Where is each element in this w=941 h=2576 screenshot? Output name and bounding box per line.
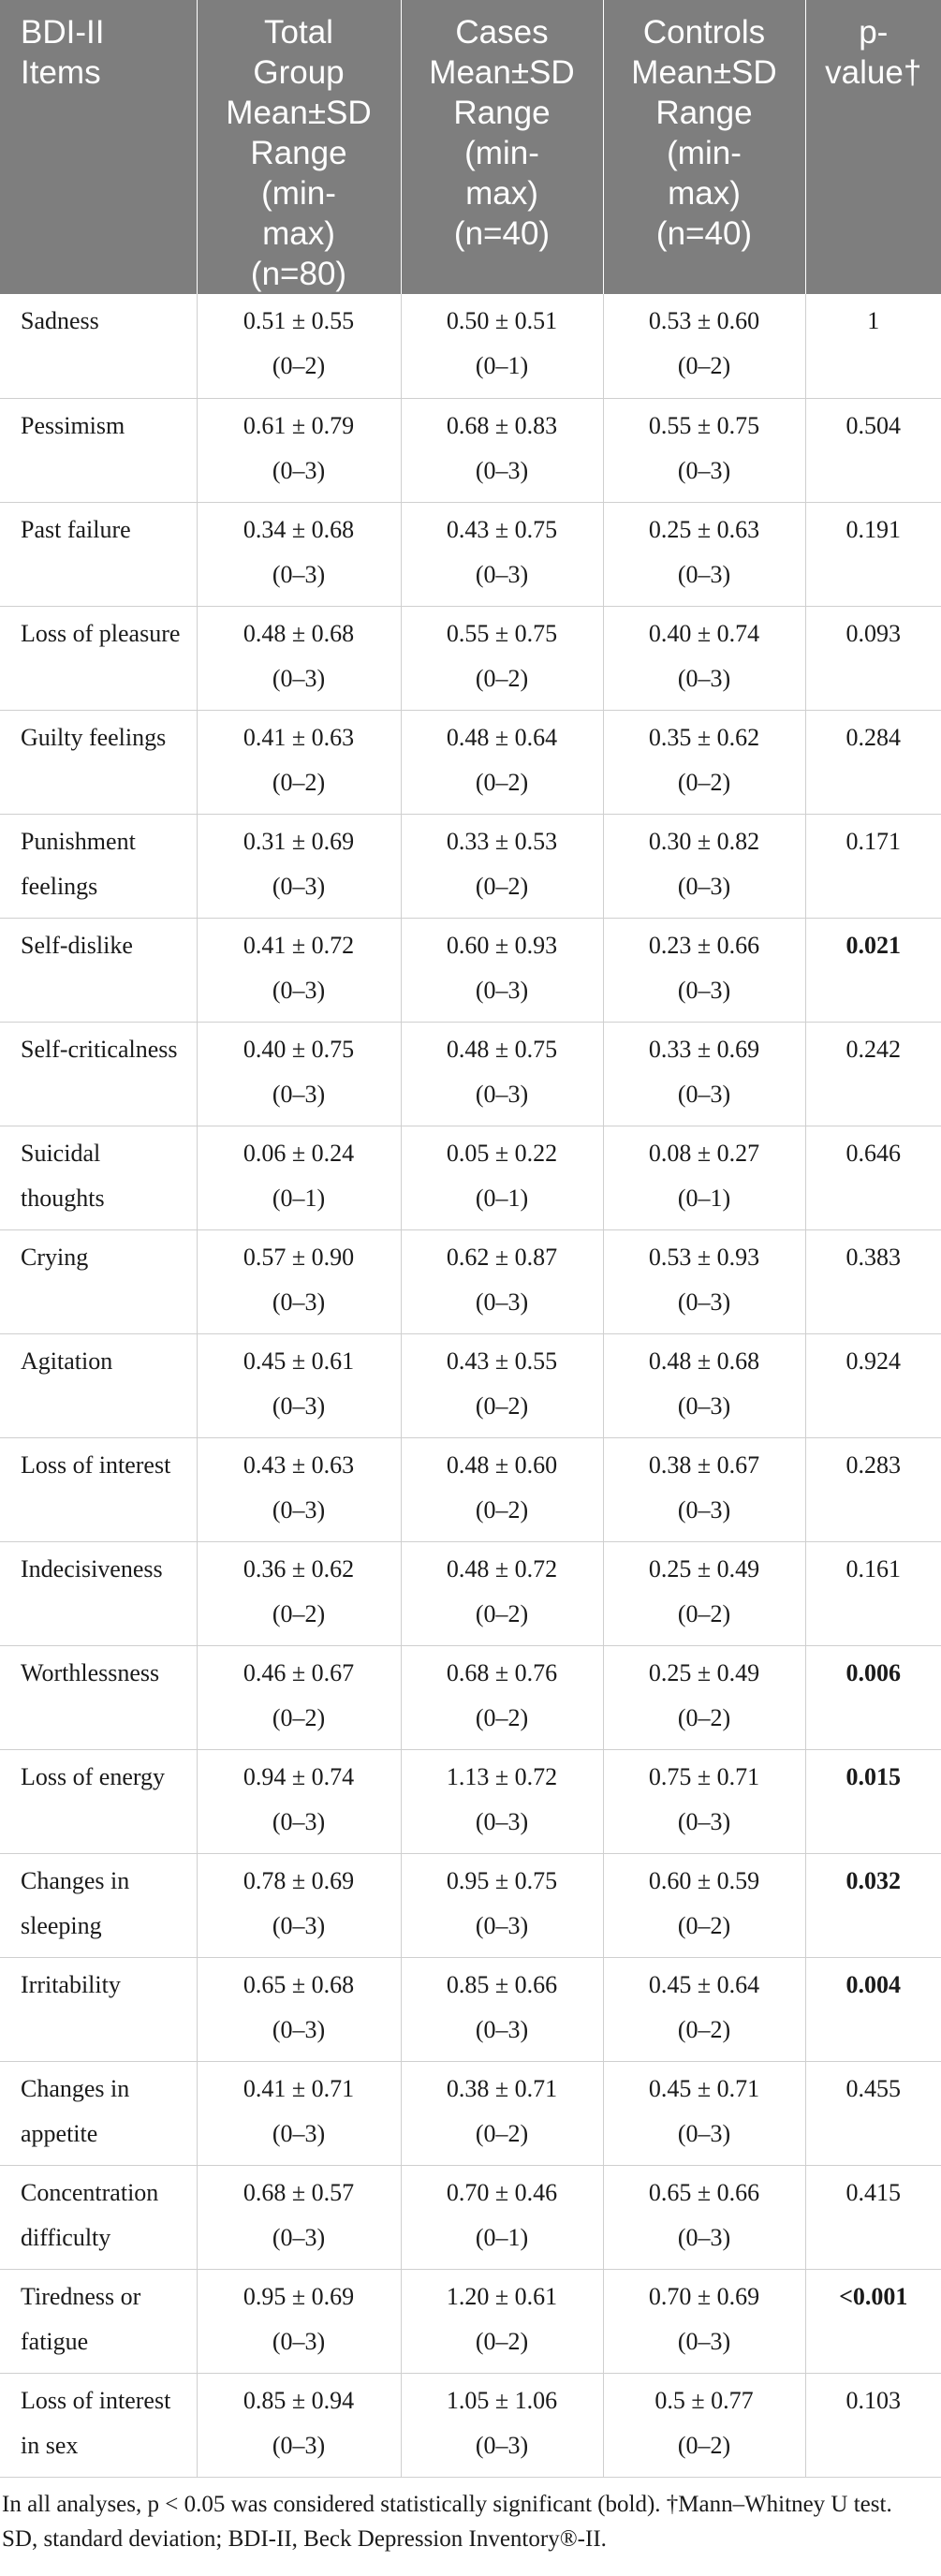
header-line: max) [465, 175, 538, 212]
controls-cell [603, 1541, 805, 1645]
table-row [0, 710, 941, 814]
header-line: (min- [261, 175, 336, 212]
mean-sd: 0.48 ± 0.64 [446, 723, 558, 751]
p-value-cell: 0.242 [805, 1022, 941, 1126]
range: (0–3) [677, 1288, 731, 1316]
table-body [0, 294, 941, 2477]
range: (0–3) [475, 560, 529, 588]
mean-sd: 0.5 ± 0.77 [654, 2386, 754, 2414]
controls-cell [603, 1437, 805, 1541]
total-group-cell [197, 2061, 401, 2165]
controls-cell [603, 2061, 805, 2165]
range: (0–2) [677, 1703, 731, 1731]
bdi-item-name: Tiredness or fatigue [0, 2269, 197, 2373]
mean-sd: 0.08 ± 0.27 [648, 1139, 760, 1167]
bdi-item-name: Worthlessness [0, 1645, 197, 1749]
range: (0–3) [272, 1391, 326, 1420]
cases-cell [401, 1022, 603, 1126]
cases-cell [401, 1853, 603, 1957]
mean-sd: 0.95 ± 0.69 [243, 2282, 355, 2310]
p-value-cell: 0.646 [805, 1126, 941, 1229]
range: (0–3) [475, 2015, 529, 2043]
range: (0–2) [475, 768, 529, 796]
mean-sd: 0.85 ± 0.66 [446, 1970, 558, 1998]
total-group-cell [197, 1749, 401, 1853]
range: (0–3) [677, 664, 731, 692]
range: (0–2) [475, 1599, 529, 1627]
p-value-cell: 1 [805, 294, 941, 398]
mean-sd: 0.57 ± 0.90 [243, 1243, 355, 1271]
table-row [0, 398, 941, 502]
mean-sd: 0.75 ± 0.71 [648, 1762, 760, 1790]
header-controls [603, 0, 805, 294]
range: (0–2) [677, 2431, 731, 2459]
cases-cell [401, 1957, 603, 2061]
range: (0–3) [677, 1080, 731, 1108]
controls-cell [603, 918, 805, 1022]
range: (0–1) [475, 352, 529, 379]
mean-sd: 0.35 ± 0.62 [648, 723, 760, 751]
mean-sd: 0.78 ± 0.69 [243, 1866, 355, 1894]
header-p-value [805, 0, 941, 294]
header-line: (min- [667, 135, 742, 171]
table-row [0, 294, 941, 398]
cases-cell [401, 710, 603, 814]
bdi-item-name: Loss of interest in sex [0, 2373, 197, 2477]
header-line: Mean±SD [226, 95, 372, 131]
mean-sd: 0.48 ± 0.72 [446, 1554, 558, 1582]
bdi-item-name: Agitation [0, 1333, 197, 1437]
range: (0–3) [272, 456, 326, 484]
header-line: Cases [455, 14, 549, 51]
cases-cell [401, 814, 603, 918]
p-value-cell: 0.006 [805, 1645, 941, 1749]
mean-sd: 0.68 ± 0.83 [446, 411, 558, 439]
mean-sd: 0.94 ± 0.74 [243, 1762, 355, 1790]
cases-cell [401, 1749, 603, 1853]
mean-sd: 0.46 ± 0.67 [243, 1658, 355, 1686]
controls-cell [603, 294, 805, 398]
mean-sd: 0.30 ± 0.82 [648, 827, 760, 855]
bdi-item-name: Punishment feelings [0, 814, 197, 918]
bdi-item-name: Changes in sleeping [0, 1853, 197, 1957]
mean-sd: 0.68 ± 0.76 [446, 1658, 558, 1686]
p-value-cell: 0.283 [805, 1437, 941, 1541]
mean-sd: 0.45 ± 0.61 [243, 1347, 355, 1375]
mean-sd: 0.05 ± 0.22 [446, 1139, 558, 1167]
range: (0–3) [475, 456, 529, 484]
cases-cell [401, 2269, 603, 2373]
range: (0–1) [475, 2223, 529, 2251]
table-row [0, 2269, 941, 2373]
header-line: max) [668, 175, 741, 212]
mean-sd: 0.38 ± 0.67 [648, 1450, 760, 1479]
footnote-line: In all analyses, p < 0.05 was considered statistically significant (bold). †Mann–Whitney U test. [2, 2491, 892, 2517]
range: (0–3) [677, 2223, 731, 2251]
table-row [0, 1749, 941, 1853]
mean-sd: 0.25 ± 0.49 [648, 1658, 760, 1686]
bdi-item-name: Pessimism [0, 398, 197, 502]
mean-sd: 0.48 ± 0.68 [648, 1347, 760, 1375]
total-group-cell [197, 1853, 401, 1957]
header-line: Range [655, 95, 753, 131]
range: (0–2) [475, 1391, 529, 1420]
mean-sd: 0.60 ± 0.93 [446, 931, 558, 959]
range: (0–3) [677, 560, 731, 588]
bdi-item-name: Indecisiveness [0, 1541, 197, 1645]
footnote-line: SD, standard deviation; BDI-II, Beck Depression Inventory®-II. [2, 2525, 607, 2552]
total-group-cell [197, 2373, 401, 2477]
range: (0–3) [272, 1911, 326, 1939]
controls-cell [603, 1229, 805, 1333]
range: (0–3) [272, 2327, 326, 2355]
header-line: p- [859, 14, 889, 51]
controls-cell [603, 502, 805, 606]
table-row [0, 1645, 941, 1749]
table-row [0, 918, 941, 1022]
range: (0–2) [475, 664, 529, 692]
table-row [0, 2373, 941, 2477]
header-row [0, 0, 941, 294]
p-value-cell: 0.103 [805, 2373, 941, 2477]
table-row [0, 2061, 941, 2165]
mean-sd: 0.41 ± 0.71 [243, 2074, 355, 2102]
mean-sd: 0.43 ± 0.75 [446, 515, 558, 543]
mean-sd: 0.55 ± 0.75 [446, 619, 558, 647]
mean-sd: 0.53 ± 0.60 [648, 307, 760, 334]
table-row [0, 1541, 941, 1645]
range: (0–2) [475, 1495, 529, 1524]
total-group-cell [197, 1126, 401, 1229]
table-row [0, 1957, 941, 2061]
range: (0–3) [272, 2223, 326, 2251]
table-row [0, 1126, 941, 1229]
header-line: Group [253, 54, 345, 91]
range: (0–2) [272, 1599, 326, 1627]
controls-cell [603, 1853, 805, 1957]
mean-sd: 0.95 ± 0.75 [446, 1866, 558, 1894]
range: (0–3) [677, 1391, 731, 1420]
mean-sd: 0.65 ± 0.66 [648, 2178, 760, 2206]
cases-cell [401, 1541, 603, 1645]
bdi-item-name: Guilty feelings [0, 710, 197, 814]
range: (0–3) [272, 976, 326, 1004]
mean-sd: 0.65 ± 0.68 [243, 1970, 355, 1998]
mean-sd: 1.05 ± 1.06 [446, 2386, 558, 2414]
mean-sd: 0.31 ± 0.69 [243, 827, 355, 855]
range: (0–3) [272, 560, 326, 588]
bdi-item-name: Sadness [0, 294, 197, 398]
cases-cell [401, 606, 603, 710]
table-row [0, 1022, 941, 1126]
range: (0–3) [272, 2431, 326, 2459]
header-line: (n=40) [453, 215, 551, 252]
controls-cell [603, 1333, 805, 1437]
mean-sd: 0.41 ± 0.63 [243, 723, 355, 751]
range: (0–2) [677, 2015, 731, 2043]
total-group-cell [197, 814, 401, 918]
range: (0–3) [475, 1080, 529, 1108]
header-items [0, 0, 197, 294]
range: (0–3) [272, 1807, 326, 1835]
total-group-cell [197, 1022, 401, 1126]
range: (0–3) [677, 2119, 731, 2147]
range: (0–3) [677, 1495, 731, 1524]
total-group-cell [197, 294, 401, 398]
cases-cell [401, 1333, 603, 1437]
mean-sd: 0.70 ± 0.46 [446, 2178, 558, 2206]
mean-sd: 0.25 ± 0.49 [648, 1554, 760, 1582]
p-value-cell: 0.032 [805, 1853, 941, 1957]
range: (0–3) [475, 2431, 529, 2459]
p-value-cell: 0.284 [805, 710, 941, 814]
mean-sd: 0.68 ± 0.57 [243, 2178, 355, 2206]
mean-sd: 0.40 ± 0.75 [243, 1035, 355, 1063]
header-line: Mean±SD [631, 54, 777, 91]
p-value-cell: 0.021 [805, 918, 941, 1022]
total-group-cell [197, 606, 401, 710]
mean-sd: 0.61 ± 0.79 [243, 411, 355, 439]
table-row [0, 1333, 941, 1437]
range: (0–3) [475, 1288, 529, 1316]
cases-cell [401, 1645, 603, 1749]
mean-sd: 0.48 ± 0.60 [446, 1450, 558, 1479]
range: (0–2) [272, 352, 326, 379]
controls-cell [603, 1957, 805, 2061]
range: (0–2) [475, 1703, 529, 1731]
mean-sd: 0.62 ± 0.87 [446, 1243, 558, 1271]
table-row [0, 814, 941, 918]
bdi-item-name: Suicidal thoughts [0, 1126, 197, 1229]
cases-cell [401, 2061, 603, 2165]
range: (0–3) [677, 1807, 731, 1835]
controls-cell [603, 606, 805, 710]
header-line: Range [250, 135, 347, 171]
bdi-item-name: Irritability [0, 1957, 197, 2061]
controls-cell [603, 1126, 805, 1229]
mean-sd: 0.33 ± 0.53 [446, 827, 558, 855]
header-line: (min- [464, 135, 539, 171]
range: (0–1) [272, 1184, 326, 1212]
p-value-cell: 0.004 [805, 1957, 941, 2061]
range: (0–2) [475, 872, 529, 900]
table-row [0, 1853, 941, 1957]
mean-sd: 0.36 ± 0.62 [243, 1554, 355, 1582]
mean-sd: 0.55 ± 0.75 [648, 411, 760, 439]
cases-cell [401, 294, 603, 398]
range: (0–3) [475, 1911, 529, 1939]
range: (0–1) [677, 1184, 731, 1212]
mean-sd: 0.41 ± 0.72 [243, 931, 355, 959]
range: (0–3) [272, 872, 326, 900]
controls-cell [603, 2373, 805, 2477]
p-value-cell: <0.001 [805, 2269, 941, 2373]
total-group-cell [197, 1333, 401, 1437]
mean-sd: 1.13 ± 0.72 [446, 1762, 558, 1790]
total-group-cell [197, 918, 401, 1022]
header-line: (n=80) [250, 256, 347, 292]
header-cases [401, 0, 603, 294]
controls-cell [603, 2165, 805, 2269]
controls-cell [603, 1022, 805, 1126]
mean-sd: 0.43 ± 0.63 [243, 1450, 355, 1479]
mean-sd: 0.50 ± 0.51 [446, 307, 558, 334]
header-line: Items [21, 54, 101, 91]
cases-cell [401, 1229, 603, 1333]
range: (0–2) [677, 1599, 731, 1627]
p-value-cell: 0.924 [805, 1333, 941, 1437]
range: (0–2) [677, 352, 731, 379]
mean-sd: 0.53 ± 0.93 [648, 1243, 760, 1271]
p-value-cell: 0.015 [805, 1749, 941, 1853]
bdi-item-name: Loss of energy [0, 1749, 197, 1853]
bdi-item-name: Concentration difficulty [0, 2165, 197, 2269]
total-group-cell [197, 710, 401, 814]
mean-sd: 0.23 ± 0.66 [648, 931, 760, 959]
header-line: value† [825, 54, 922, 91]
header-line: Mean±SD [429, 54, 575, 91]
bdi-item-name: Loss of pleasure [0, 606, 197, 710]
range: (0–2) [272, 1703, 326, 1731]
cases-cell [401, 1126, 603, 1229]
cases-cell [401, 2373, 603, 2477]
total-group-cell [197, 2165, 401, 2269]
cases-cell [401, 918, 603, 1022]
p-value-cell: 0.415 [805, 2165, 941, 2269]
p-value-cell: 0.455 [805, 2061, 941, 2165]
bdi-item-name: Changes in appetite [0, 2061, 197, 2165]
total-group-cell [197, 398, 401, 502]
controls-cell [603, 814, 805, 918]
bdi-item-name: Self-dislike [0, 918, 197, 1022]
controls-cell [603, 710, 805, 814]
mean-sd: 0.45 ± 0.71 [648, 2074, 760, 2102]
header-line: max) [262, 215, 335, 252]
p-value-cell: 0.504 [805, 398, 941, 502]
mean-sd: 0.40 ± 0.74 [648, 619, 760, 647]
header-line: Controls [642, 14, 766, 51]
mean-sd: 0.38 ± 0.71 [446, 2074, 558, 2102]
table-row [0, 502, 941, 606]
total-group-cell [197, 1957, 401, 2061]
total-group-cell [197, 502, 401, 606]
mean-sd: 0.33 ± 0.69 [648, 1035, 760, 1063]
bdi-item-name: Crying [0, 1229, 197, 1333]
range: (0–3) [677, 976, 731, 1004]
mean-sd: 1.20 ± 0.61 [446, 2282, 558, 2310]
total-group-cell [197, 1229, 401, 1333]
range: (0–2) [475, 2119, 529, 2147]
table-header [0, 0, 941, 294]
mean-sd: 0.34 ± 0.68 [243, 515, 355, 543]
table-row [0, 2165, 941, 2269]
range: (0–2) [677, 1911, 731, 1939]
mean-sd: 0.48 ± 0.68 [243, 619, 355, 647]
table-footnote [0, 2478, 941, 2556]
cases-cell [401, 502, 603, 606]
total-group-cell [197, 1645, 401, 1749]
range: (0–2) [475, 2327, 529, 2355]
range: (0–3) [475, 976, 529, 1004]
cases-cell [401, 398, 603, 502]
controls-cell [603, 1749, 805, 1853]
mean-sd: 0.85 ± 0.94 [243, 2386, 355, 2414]
controls-cell [603, 398, 805, 502]
total-group-cell [197, 1541, 401, 1645]
mean-sd: 0.06 ± 0.24 [243, 1139, 355, 1167]
range: (0–3) [677, 2327, 731, 2355]
range: (0–3) [677, 872, 731, 900]
mean-sd: 0.45 ± 0.64 [648, 1970, 760, 1998]
range: (0–3) [272, 664, 326, 692]
p-value-cell: 0.093 [805, 606, 941, 710]
range: (0–1) [475, 1184, 529, 1212]
range: (0–3) [272, 1495, 326, 1524]
mean-sd: 0.70 ± 0.69 [648, 2282, 760, 2310]
range: (0–3) [272, 1080, 326, 1108]
range: (0–3) [475, 1807, 529, 1835]
p-value-cell: 0.191 [805, 502, 941, 606]
header-line: Total [264, 14, 333, 51]
header-line: Range [453, 95, 551, 131]
total-group-cell [197, 1437, 401, 1541]
bdi-item-name: Past failure [0, 502, 197, 606]
p-value-cell: 0.161 [805, 1541, 941, 1645]
range: (0–3) [677, 456, 731, 484]
range: (0–3) [272, 2015, 326, 2043]
cases-cell [401, 1437, 603, 1541]
total-group-cell [197, 2269, 401, 2373]
header-total-group [197, 0, 401, 294]
mean-sd: 0.51 ± 0.55 [243, 307, 355, 334]
cases-cell [401, 2165, 603, 2269]
controls-cell [603, 1645, 805, 1749]
header-line: (n=40) [655, 215, 753, 252]
mean-sd: 0.43 ± 0.55 [446, 1347, 558, 1375]
mean-sd: 0.48 ± 0.75 [446, 1035, 558, 1063]
table-row [0, 1437, 941, 1541]
range: (0–2) [677, 768, 731, 796]
range: (0–2) [272, 768, 326, 796]
controls-cell [603, 2269, 805, 2373]
mean-sd: 0.25 ± 0.63 [648, 515, 760, 543]
table-row [0, 1229, 941, 1333]
range: (0–3) [272, 1288, 326, 1316]
p-value-cell: 0.383 [805, 1229, 941, 1333]
bdi-item-name: Loss of interest [0, 1437, 197, 1541]
p-value-cell: 0.171 [805, 814, 941, 918]
mean-sd: 0.60 ± 0.59 [648, 1866, 760, 1894]
bdi-item-name: Self-criticalness [0, 1022, 197, 1126]
range: (0–3) [272, 2119, 326, 2147]
table-row [0, 606, 941, 710]
header-line: BDI-II [21, 14, 105, 51]
